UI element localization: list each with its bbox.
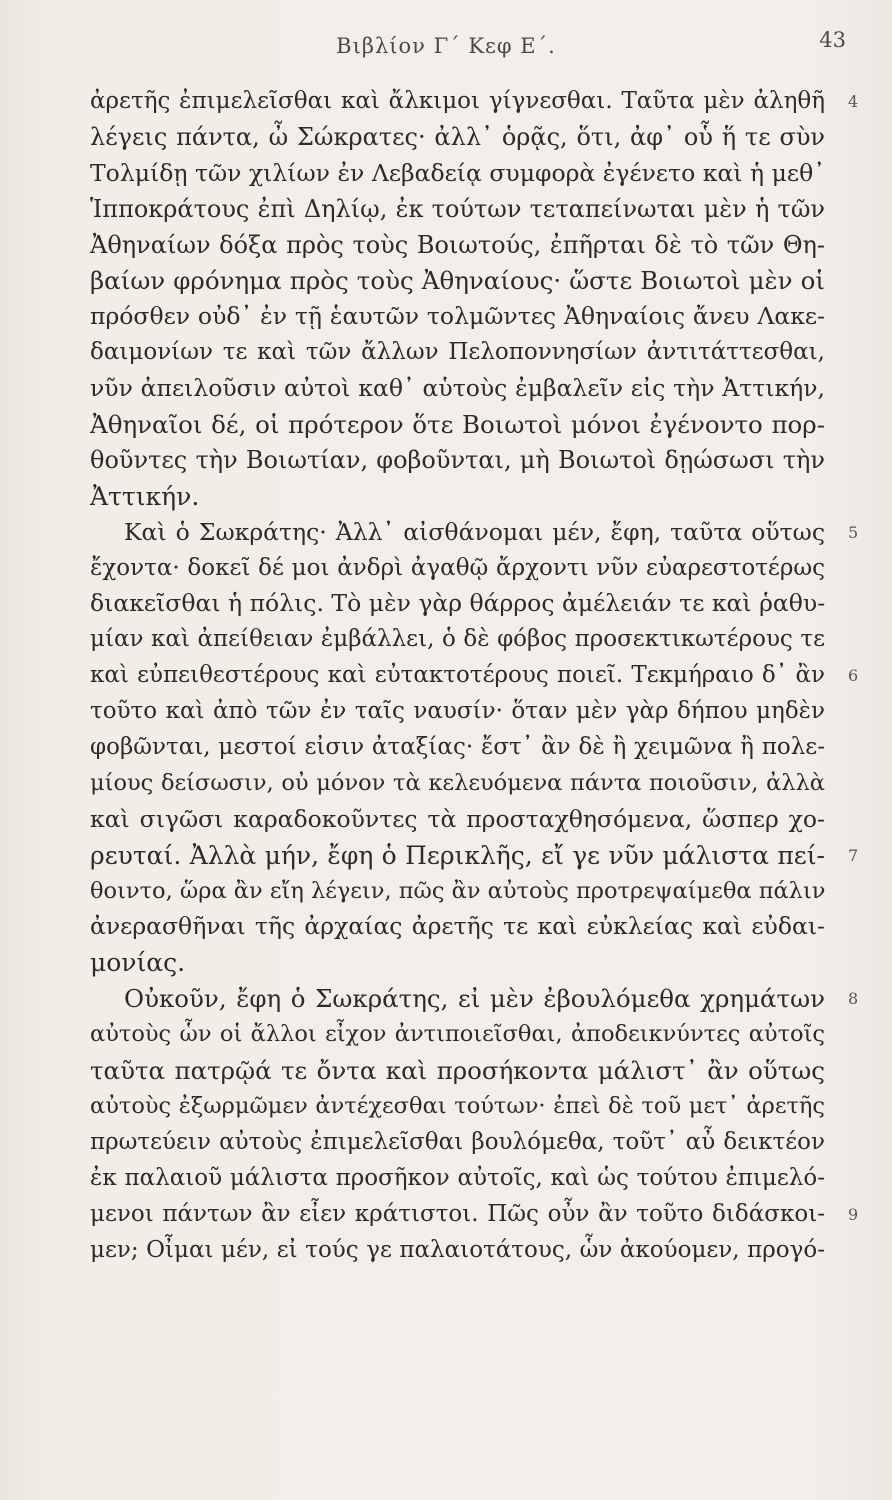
text-line: καὶ σιγῶσι καραδοκοῦντες τὰ προσταχθησόμενα, ὥσπερ χο- — [90, 804, 825, 833]
text-line: Ἱπποκράτους ἐπὶ Δηλίῳ, ἐκ τούτων τεταπείνωται μὲν ἡ τῶν — [90, 194, 825, 223]
text-line: αὐτοὺς ἐξωρμῶμεν ἀντέχεσθαι τούτων· ἐπεὶ δὲ τοῦ μετ᾽ ἀρετῆς — [90, 1092, 825, 1119]
page-number: 43 — [819, 28, 846, 52]
text-line: λέγεις πάντα, ὦ Σώκρατες· ἀλλ᾽ ὁρᾷς, ὅτι, ἀφ᾽ οὗ ἥ τε σὺν — [90, 122, 825, 151]
text-line: Ἀττικήν. — [90, 481, 200, 511]
text-line: ἀνερασθῆναι τῆς ἀρχαίας ἀρετῆς τε καὶ εὐκλείας καὶ εὐδαι- — [90, 912, 825, 941]
section-number: 8 — [848, 989, 859, 1009]
text-line: μενοι πάντων ἂν εἶεν κράτιστοι. Πῶς οὖν ἂν τοῦτο διδάσκοι- 9 — [90, 1197, 825, 1233]
text-line: ἀρετῆς ἐπιμελεῖσθαι καὶ ἄλκιμοι γίγνεσθαι. Ταῦτα μὲν ἀληθῆ 4 — [90, 84, 825, 120]
text-line: μίαν καὶ ἀπείθειαν ἐμβάλλει, ὁ δὲ φόβος προσεκτικωτέρους τε — [90, 626, 825, 653]
text-line: Ἀθηναῖοι δέ, οἱ πρότερον ὅτε Βοιωτοὶ μόνοι ἐγένοντο πορ- — [90, 410, 825, 440]
body-text — [90, 84, 859, 1268]
section-number: 4 — [848, 92, 859, 111]
text-line: μίους δείσωσιν, οὐ μόνον τὰ κελευόμενα πάντα ποιοῦσιν, ἀλλὰ — [90, 769, 825, 796]
section-number: 7 — [848, 845, 859, 865]
running-title: Βιβλίον Γ΄ Κεφ Ε΄. — [336, 34, 556, 58]
text-line: Οὐκοῦν, ἔφη ὁ Σωκράτης, εἰ μὲν ἐβουλόμεθα χρημάτων 8 — [90, 981, 825, 1017]
text-line: διακεῖσθαι ἡ πόλις. Τὸ μὲν γὰρ θάρρος ἀμέλειάν τε καὶ ῥαθυ- — [90, 589, 826, 618]
text-line: νῦν ἀπειλοῦσιν αὐτοὶ καθ᾽ αὑτοὺς ἐμβαλεῖν εἰς τὴν Ἀττικήν, — [90, 374, 825, 403]
text-line: μεν; Οἶμαι μέν, εἰ τούς γε παλαιοτάτους, ὧν ἀκούομεν, προγό- — [90, 1236, 825, 1263]
text-line: Καὶ ὁ Σωκράτης· Ἀλλ᾽ αἰσθάνομαι μέν, ἔφη, ταῦτα οὕτως 5 — [90, 515, 825, 551]
text-line: βαίων φρόνημα πρὸς τοὺς Ἀθηναίους· ὥστε Βοιωτοὶ μὲν οἱ — [90, 266, 825, 296]
text-line: Τολμίδῃ τῶν χιλίων ἐν Λεβαδείᾳ συμφορὰ ἐγένετο καὶ ἡ μεθ᾽ — [90, 158, 825, 187]
text-line: ρευταί. Ἀλλὰ μήν, ἔφη ὁ Περικλῆς, εἴ γε νῦν μάλιστα πεί- 7 — [90, 838, 825, 874]
text-line: δαιμονίων τε καὶ τῶν ἄλλων Πελοποννησίων ἀντιτάττεσθαι, — [90, 339, 825, 366]
text-line: καὶ εὐπειθεστέρους καὶ εὐτακτοτέρους ποιεῖ. Τεκμήραιο δ᾽ ἂν 6 — [90, 658, 825, 694]
section-number: 5 — [848, 522, 859, 542]
text-line: πρωτεύειν αὐτοὺς ἐπιμελεῖσθαι βουλόμεθα, τοῦτ᾽ αὖ δεικτέον — [90, 1128, 825, 1155]
text-line: ἔχοντα· δοκεῖ δέ μοι ἀνδρὶ ἀγαθῷ ἄρχοντι νῦν εὐαρεστοτέρως — [90, 554, 825, 581]
text-line: φοβῶνται, μεστοί εἰσιν ἀταξίας· ἔστ᾽ ἂν δὲ ἢ χειμῶνα ἢ πολε- — [90, 734, 825, 761]
text-line: θοιντο, ὥρα ἂν εἴη λέγειν, πῶς ἂν αὐτοὺς προτρεψαίμεθα πάλιν — [90, 877, 826, 904]
text-line: τοῦτο καὶ ἀπὸ τῶν ἐν ταῖς ναυσίν· ὅταν μὲν γὰρ δήπου μηδὲν — [90, 698, 825, 725]
text-line: θοῦντες τὴν Βοιωτίαν, φοβοῦνται, μὴ Βοιωτοὶ δῃώσωσι τὴν — [90, 445, 825, 474]
text-line: ἐκ παλαιοῦ μάλιστα προσῆκον αὐτοῖς, καὶ ὡς τούτου ἐπιμελό- — [90, 1164, 825, 1191]
text-line: πρόσθεν οὐδ᾽ ἐν τῇ ἑαυτῶν τολμῶντες Ἀθηναίοις ἄνευ Λακε- — [90, 302, 825, 331]
running-head — [0, 28, 892, 68]
text-line: αὐτοὺς ὧν οἱ ἄλλοι εἶχον ἀντιποιεῖσθαι, ἀποδεικνύντες αὐτοῖς — [90, 1021, 825, 1048]
text-line: μονίας. — [90, 948, 186, 978]
section-number: 9 — [848, 1204, 859, 1224]
section-number: 6 — [848, 666, 859, 686]
text-line: Ἀθηναίων δόξα πρὸς τοὺς Βοιωτούς, ἐπῆρται δὲ τὸ τῶν Θη- — [90, 230, 825, 259]
text-line: ταῦτα πατρῷά τε ὄντα καὶ προσήκοντα μάλιστ᾽ ἂν οὕτως — [90, 1056, 825, 1086]
